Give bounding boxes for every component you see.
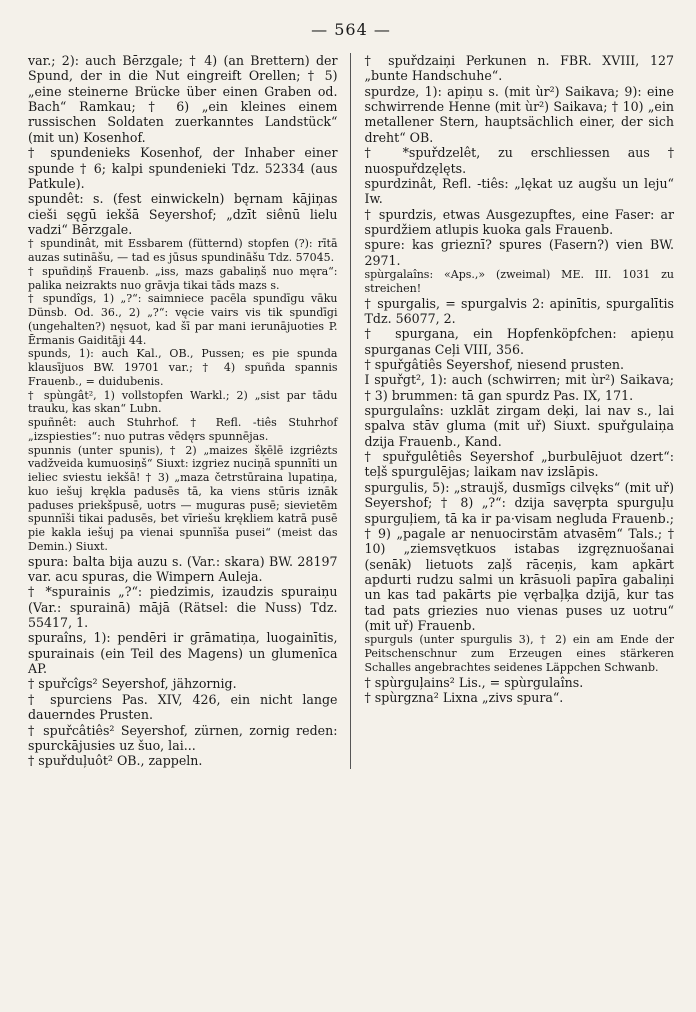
entry-left-2: spundêt: s. (fest einwickeln) bęrnam kājiņas cieši sęgū iekšā Seyershof; „dzīt siênū lielu vadzi“ Bērzgale. [28,191,338,237]
entry-left-3: † spundinât, mit Essbarem (fütternd) stopfen (?): rītā auzas sutināšu, — tad es jūsus spundināšu Tdz. 57045. [28,237,338,265]
entry-left-11: † *spurainis „?“: piedzimis, izaudzis spuraiņu (Var.: spurainā) mājā (Rätsel: die Nuss) Tdz. 55417, 1. [28,584,338,630]
entry-right-3: spurdzinât, Refl. -tiês: „lękat uz augšu un leju“ Iw. [364,175,674,207]
entry-left-7: † spùngât², 1) vollstopfen Warkl.; 2) „sist par tādu trauku, kas skan“ Lubn. [28,388,338,416]
entry-right-14: spurguls (unter spurgulis 3), † 2) ein am Ende der Peitschenschnur zum Erzeugen eines stärkeren Schalles angebrachtes seidenes Läppchen Schwanb. [364,633,674,674]
entry-right-8: † spurgana, ein Hopfenköpfchen: apieņu spurganas Ceļi VIII, 356. [364,326,674,357]
entry-right-0: † spuřdzaiņi Perkunen n. FBR. XVIII, 127 „bunte Handschuhe“. [364,53,674,84]
entry-right-1: spurdze, 1): apiņu s. (mit ùr²) Saikava; 9): eine schwirrende Henne (mit ùr²) Saikava; † 10) „ein metallener Stern, hauptsächlich einer, der sich dreht“ OB. [364,83,674,145]
entry-right-13: spurgulis, 5): „straujš, dusmīgs cilvęks“ (mit uř) Seyershof; † 8) „?“: dzija savęrpta spurguļu spurguļiem, tā ka ir pa·visam negluda Frauenb.; † 9) „pagale ar nenuocirstām atvasēm“ Tals.; † 10) „ziemsvętkuos istabas izgręznuošanai (senāk) lietuots zaļš rāceņis, kam apkārt apdurti rudzu salmi un krāsuoli papīra gabaliņi un kas tad pakārts pie vęrbaļķa dzijā, kur tas tad pats griezies nuo vienas puses uz uotru“ (mit uř) Frauenb. [364,479,674,634]
entry-left-14: † spurciens Pas. XIV, 426, ein nicht lange dauerndes Prusten. [28,691,338,723]
entry-left-13: † spuřcîgs² Seyershof, jähzornig. [28,676,237,692]
entry-right-5: spure: kas grieznī? spures (Fasern?) vien BW. 2971. [364,237,674,268]
entry-right-15: † spùrguļains² Lis., = spùrgulaîns. [364,674,584,690]
entry-right-7: † spurgalis, = spurgalvis 2: apinītis, spurgalītis Tdz. 56077, 2. [364,295,674,326]
right-column [351,53,675,769]
entry-left-4: † spuñdiņš Frauenb. „iss, mazs gabaliņš nuo męra“: palika neizrakts nuo grāvja tikai tāds mazs s. [28,264,338,292]
entry-right-9: † spuřgâtiês Seyershof, niesend prusten. [364,356,625,372]
entry-right-11: spurgulaîns: uzklāt zirgam deķi, lai nav s., lai spalva stāv gluma (mit uř) Siuxt. spuřgulaiņa dzija Frauenb., Kand. [364,403,674,449]
entry-right-2: † *spuřdzelêt, zu erschliessen aus † nuospuřdzęlęts. [364,145,674,176]
entry-left-10: spura: balta bija auzu s. (Var.: skara) BW. 28197 var. acu spuras, die Wimpern Auleja. [28,553,338,584]
entry-left-15: † spuřcâtiês² Seyershof, zürnen, zornig reden: spurckājusies uz šuo, lai... [28,722,338,753]
entry-right-16: † spùrgzna² Lixna „zivs spura“. [364,690,564,706]
entry-left-0: var.; 2): auch Bērzgale; † 4) (an Brettern) der Spund, der in die Nut eingreift Orellen; † 5) „eine steinerne Brücke über einen Graben od. Bach“ Ramkau; † 6) „ein kleines einem russischen Soldaten zuerkanntes Landstück“ (mit un) Kosenhof. [28,53,338,145]
columns [28,53,674,769]
entry-right-4: † spurdzis, etwas Ausgezupftes, eine Faser: ar spurdžiem atlupis kuoka gals Frauenb. [364,206,674,237]
entry-right-12: † spuřgulêtiês Seyershof „burbulējuot dzert“: teļš spurgulējas; laikam nav izslāpis. [364,449,674,480]
entry-left-8: spuñnêt: auch Stuhrhof. † Refl. -tiês Stuhrhof „izspiesties“: nuo putras vēdęrs spunnējas. [28,416,338,443]
left-column [28,53,351,769]
page-number: — 564 — [311,20,391,39]
entry-left-5: † spundîgs, 1) „?“: saimniece pacēla spundīgu vāku Dünsb. Od. 36., 2) „?“: vęcie vairs vis tik spundīgi (ungehalten?) nęsuot, kad šī par mani ierunājuoties P. Ērmanis Gaiditāji 44. [28,292,338,347]
entry-left-16: † spuřduļuôt² OB., zappeln. [28,753,203,769]
entry-left-6: spunds, 1): auch Kal., OB., Pussen; es pie spunda klausījuos BW. 19701 var.; † 4) spuñda spannis Frauenb., = duidubenis. [28,347,338,388]
entry-left-12: spuraîns, 1): pendēri ir grāmatiņa, luogainītis, spurainais (ein Teil des Magens) un glumenīca AP. [28,630,338,677]
entry-left-9: spunnis (unter spunis), † 2) „maizes šķēlē izgriêzts vadžveida kumuosiņš“ Siuxt: izgriez nuciņā spunnīti un ieliec sviestu iekšā! † 3) „maza četrstūraina lupatiņa, kuo iešuj krękla padusēs tā, ka viens stūris iznāk paduses priekšpusē, uotrs — muguras pusē; sievietēm spunnīši tikai padusēs, bet vīriešu krękliem katrā pusē pie kakla iešuj pa vienai spunnīša pusei“ (meist das Demin.) Siuxt. [28,443,338,553]
entry-right-6: spùrgalaîns: «Aps.,» (zweimal) ME. III. 1031 zu streichen! [364,268,674,295]
entry-left-1: † spundenieks Kosenhof, der Inhaber einer spunde † 6; kalpi spundenieki Tdz. 52334 (aus Patkule). [28,145,338,191]
entry-right-10: I spuřgt², 1): auch (schwirren; mit ùr²) Saikava; † 3) brummen: tā gan spurdz Pas. IX, 171. [364,372,674,403]
